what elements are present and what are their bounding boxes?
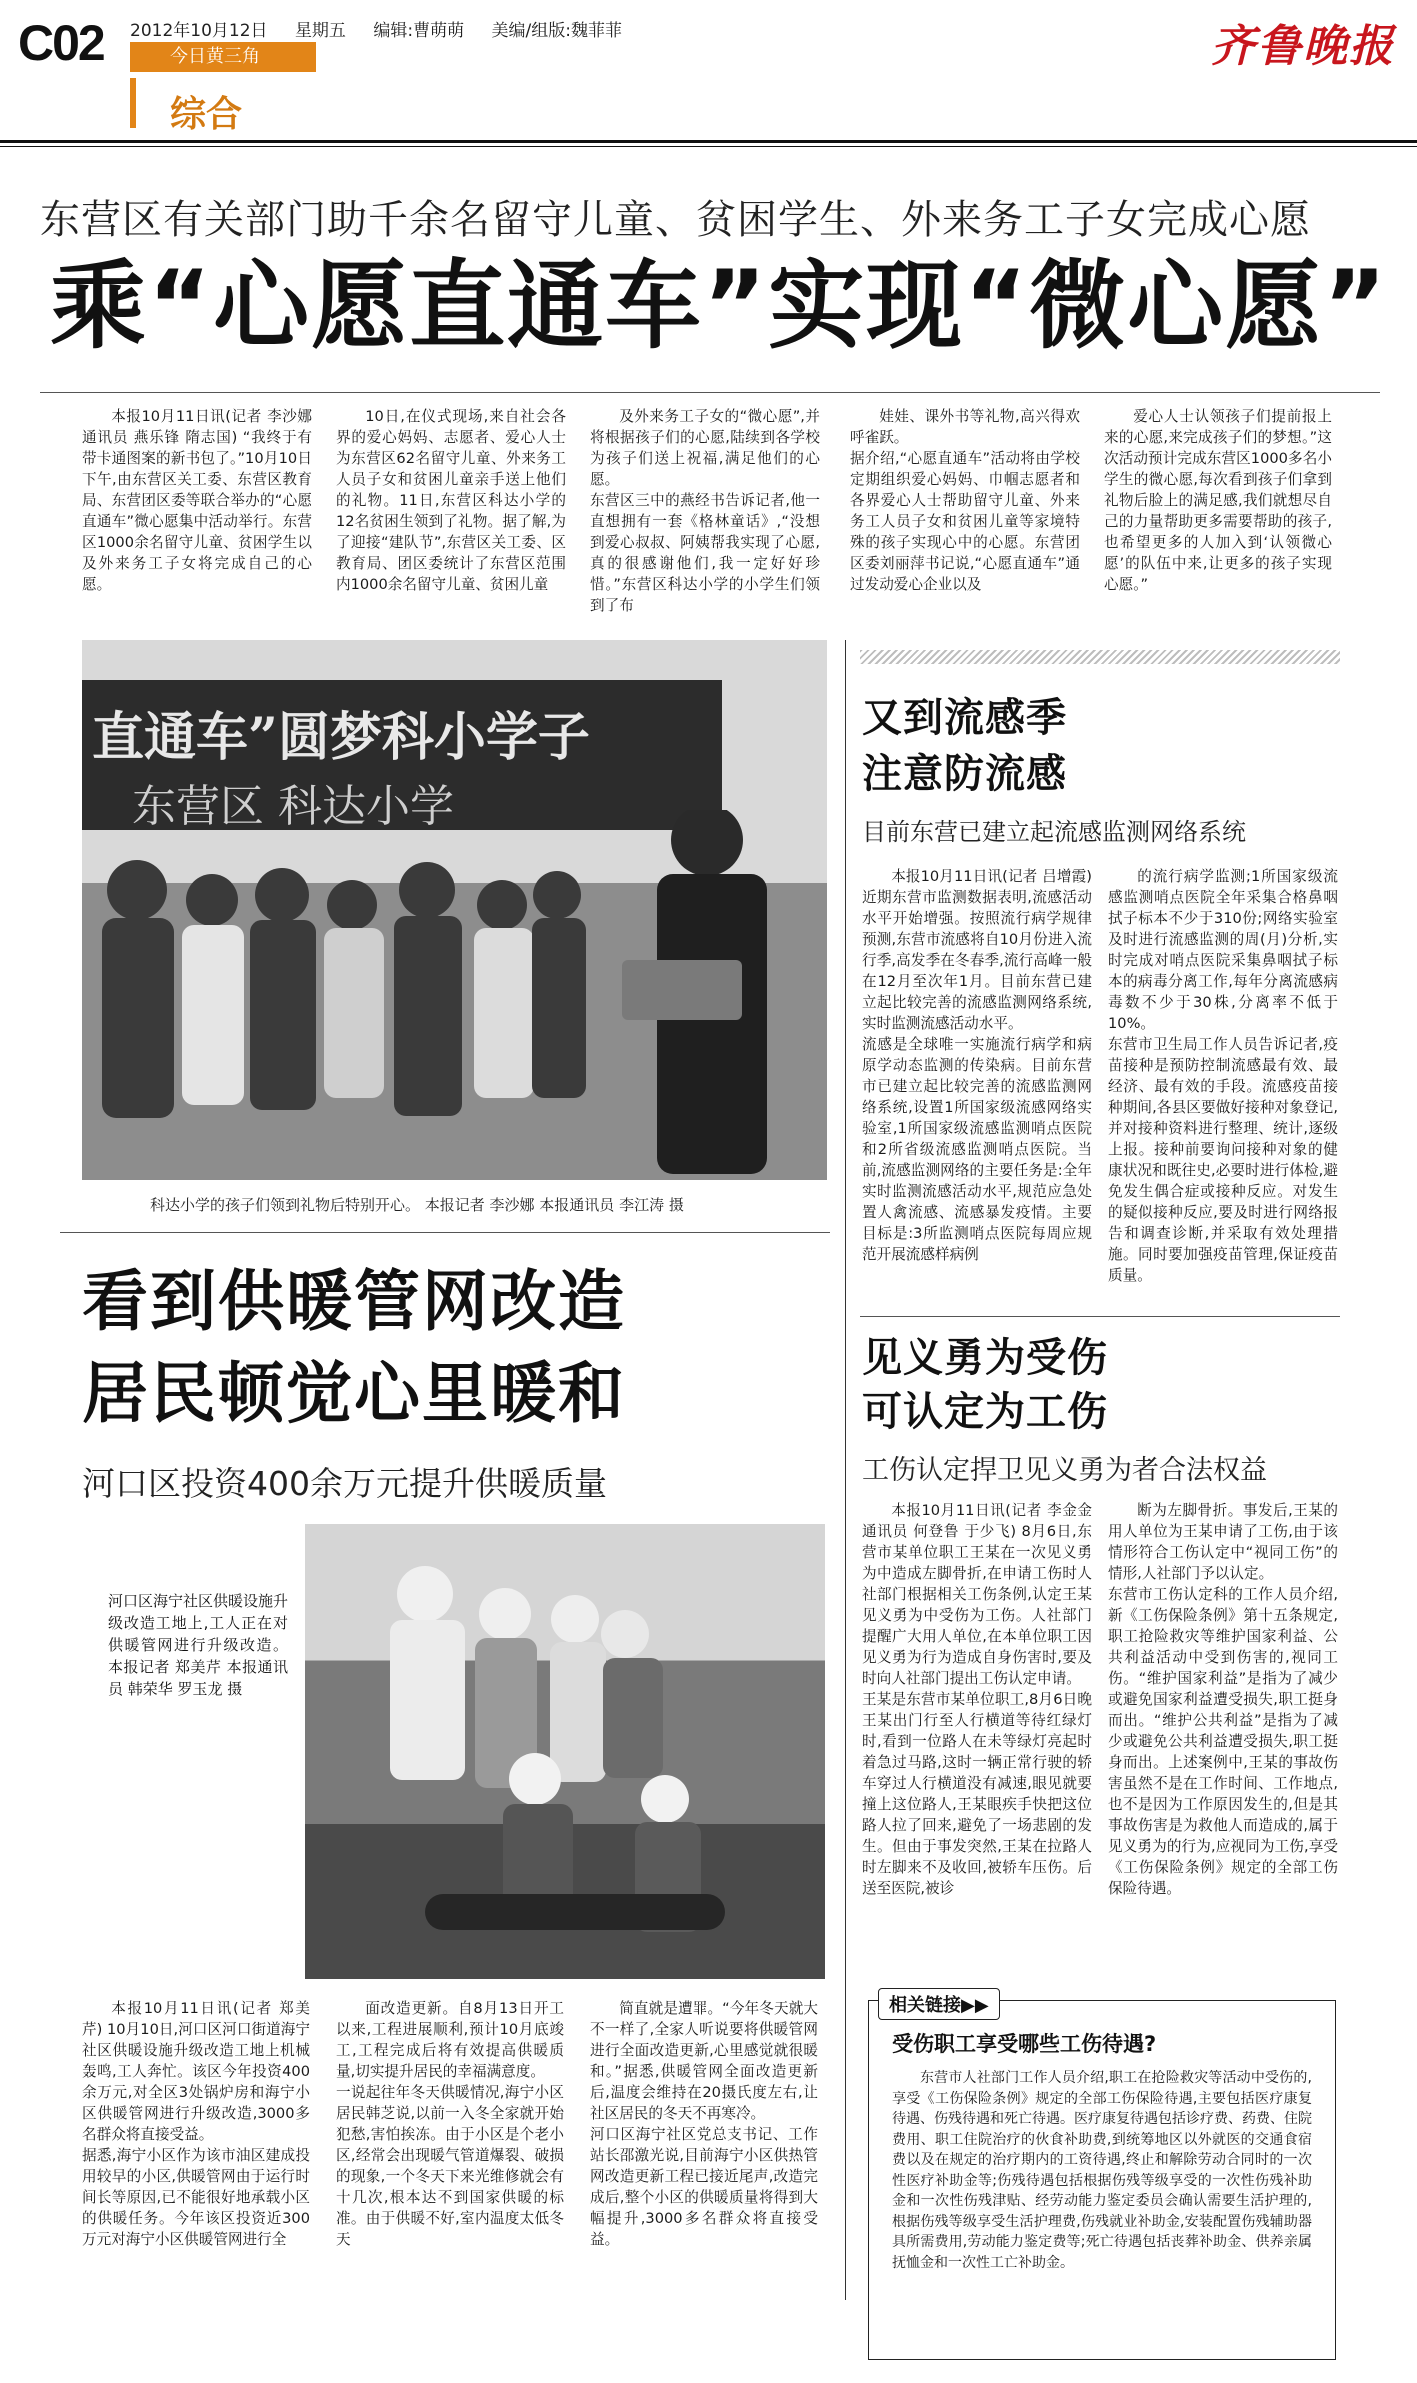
issue-date: 2012年10月12日 [130,21,268,41]
flu-headline-1: 又到流感季 [862,695,1067,741]
photo-banner-text: 直通车”圆梦科小学子 [92,707,590,768]
lead-column-1: 本报10月11日讯(记者 李沙娜 通讯员 燕乐锋 隋志国) “我终于有带卡通图案的新书包了。”10月10日下午,由东营区关工委、东营区教育局、东营团区委等联合举办的“心愿直通车”微心愿集中活动举行。东营区1000余名留守儿童、贫困学生以及外来务工子女将完成自己的心愿。 [82,408,312,593]
heating-column-2: 面改造更新。自8月13日开工以来,工程进展顺利,预计10月底竣工,工程完成后将有效提高供暖质量,切实提升居民的幸福满意度。 一说起往年冬天供暖情况,海宁小区居民韩芝说,以前一入冬全家就开始犯愁,害怕挨冻。由于小区是个老小区,经常会出现暖气管道爆裂、破损的现象,一个冬天下来光维修就会有十几次,根本达不到国家供暖的标准。由于供暖不好,室内温度太低冬天 [336,2000,564,2248]
column-tag: 今日黄三角 [130,42,316,72]
injury-divider [860,1316,1340,1317]
header-rule-thin [0,146,1417,147]
lead-headline: 乘“心愿直通车”实现“微心愿” [50,250,1389,362]
heating-headline-2: 居民顿觉心里暖和 [82,1355,626,1432]
heating-photo-caption: 河口区海宁社区供暖设施升级改造工地上,工人正在对供暖管网进行升级改造。 本报记者 郑美芹 本报通讯员 韩荣华 罗玉龙 摄 [108,1592,289,1698]
lead-column-3: 及外来务工子女的“微心愿”,并将根据孩子们的心愿,陆续到各学校为孩子们送上祝福,满足他们的心愿。 东营区三中的燕经书告诉记者,他一直想拥有一套《格林童话》,“没想到爱心叔叔、阿姨帮我实现了心愿,真的很感谢他们,我一定好好珍惜。”东营区科达小学的小学生们领到了布 [590,408,820,614]
section-title: 综合 [170,94,243,135]
photo-workers [305,1524,825,1979]
related-link-title: 受伤职工享受哪些工伤待遇? [892,2032,1157,2056]
page-meta [130,16,644,41]
photo-banner-text-2: 东营区 科达小学 [132,781,454,832]
flu-hatch-bar [860,650,1340,664]
lead-column-5: 爱心人士认领孩子们提前报上来的心愿,来完成孩子们的梦想。”这次活动预计完成东营区1000多名小学生的微心愿,每次看到孩子们拿到礼物后脸上的满足感,我们就想尽自己的力量帮助更多需要帮助的孩子,也希望更多的人加入到‘认领微心愿’的队伍中来,让更多的孩子实现心愿。” [1104,408,1332,593]
related-link-label: 相关链接▶▶ [878,1988,1000,2020]
heating-headline-1: 看到供暖管网改造 [82,1263,626,1340]
heating-deck: 河口区投资400余万元提升供暖质量 [82,1464,607,1503]
editor-credit: 编辑:曹萌萌 [373,21,465,41]
flu-deck: 目前东营已建立起流感监测网络系统 [862,818,1246,846]
flu-column-2: 的流行病学监测;1所国家级流感监测哨点医院全年采集合格鼻咽拭子标本不少于310份;网络实验室及时进行流感监测的周(月)分析,实时完成对哨点医院采集鼻咽拭子标本的病毒分离工作,每年分离流感病毒数不少于30株,分离率不低于10%。 东营市卫生局工作人员告诉记者,疫苗接种是预防控制流感最有效、最经济、最有效的手段。流感疫苗接种期间,各县区要做好接种对象登记,并对接种资料进行整理、统计,逐级上报。接种前要询问接种对象的健康状况和既往史,必要时进行体检,避免发生偶合症或接种反应。对发生的疑似接种反应,要及时进行网络报告和调查诊断,并采取有效处理措施。同时要加强疫苗管理,保证疫苗质量。 [1108,868,1338,1284]
lead-photo-caption: 科达小学的孩子们领到礼物后特别开心。 本报记者 李沙娜 本报通讯员 李江涛 摄 [150,1196,684,1214]
header-rule [0,140,1417,143]
lead-column-2: 10日,在仪式现场,来自社会各界的爱心妈妈、志愿者、爱心人士为东营区62名留守儿童、外来务工人员子女和贫困儿童亲手送上他们的礼物。11日,东营区科达小学的12名贫困生领到了礼物。据了解,为了迎接“建队节”,东营区关工委、区教育局、团区委统计了东营区范围内1000余名留守儿童、贫困儿童 [336,408,566,593]
heating-photo [305,1524,825,1979]
masthead-logo: 齐鲁晚报 [1211,21,1395,72]
lead-divider [40,392,1380,393]
injury-column-1: 本报10月11日讯(记者 李金金 通讯员 何登鲁 于少飞) 8月6日,东营市某单位职工王某在一次见义勇为中造成左脚骨折,在申请工伤时人社部门根据相关工伤条例,认定王某见义勇为中受伤为工伤。人社部门提醒广大用人单位,在本单位职工因见义勇为行为造成自身伤害时,要及时向人社部门提出工伤认定申请。 王某是东营市某单位职工,8月6日晚王某出门行至人行横道等待红绿灯时,看到一位路人在未等绿灯亮起时着急过马路,这时一辆正常行驶的轿车穿过人行横道没有减速,眼见就要撞上这位路人,王某眼疾手快把这位路人拉了回来,避免了一场悲剧的发生。但由于事发突然,王某在拉路人时左脚来不及收回,被轿车压伤。后送至医院,被诊 [862,1502,1092,1897]
injury-headline-2: 可认定为工伤 [862,1389,1108,1435]
heating-column-1: 本报10月11日讯(记者 郑美芹) 10月10日,河口区河口街道海宁社区供暖设施升级改造工地上机械轰鸣,工人奔忙。该区今年投资400余万元,对全区3处锅炉房和海宁小区供暖管网进行升级改造,3000多名群众将直接受益。 据悉,海宁小区作为该市油区建成投用较早的小区,供暖管网由于运行时间长等原因,已不能很好地承载小区的供暖任务。今年该区投资近300万元对海宁小区供暖管网进行全 [82,2000,310,2248]
injury-column-2: 断为左脚骨折。事发后,王某的用人单位为王某申请了工伤,由于该情形符合工伤认定中“视同工伤”的情形,人社部门予以认定。 东营市工伤认定科的工作人员介绍,新《工伤保险条例》第十五条规定,职工抢险救灾等维护国家利益、公共利益活动中受到伤害的,视同工伤。“维护国家利益”是指为了减少或避免国家利益遭受损失,职工挺身而出。“维护公共利益”是指为了减少或避免公共利益遭受损失,职工挺身而出。上述案例中,王某的事故伤害虽然不是在工作时间、工作地点,也不是因为工作原因发生的,但是其事故伤害是为救他人而造成的,属于见义勇为的行为,应视同为工伤,享受《工伤保险条例》规定的全部工伤保险待遇。 [1108,1502,1338,1897]
lead-kicker: 东营区有关部门助千余名留守儿童、贫困学生、外来务工子女完成心愿 [40,197,1311,243]
column-divider [845,640,846,2300]
related-link-text: 东营市人社部门工作人员介绍,职工在抢险救灾等活动中受伤的,享受《工伤保险条例》规定的全部工伤保险待遇,主要包括医疗康复待遇、伤残待遇和死亡待遇。医疗康复待遇包括诊疗费、药费、住院费用、职工住院治疗的伙食补助费,到统筹地区以外就医的交通食宿费以及在规定的治疗期内的工资待遇,终止和解除劳动合同时的一次性医疗补助金等;伤残待遇包括根据伤残等级享受的一次性伤残补助金和一次性伤残津贴、经劳动能力鉴定委员会确认需要生活护理的,根据伤残等级享受生活护理费,伤残就业补助金,安装配置伤残辅助器具所需费用,劳动能力鉴定费等;死亡待遇包括丧葬补助金、供养亲属抚恤金和一次性工亡补助金。 [892,2070,1312,2271]
photo-figures [82,810,827,1180]
flu-column-1: 本报10月11日讯(记者 吕增霞) 近期东营市监测数据表明,流感活动水平开始增强。按照流行病学规律预测,东营市流感将自10月份进入流行季,高发季在冬春季,流行高峰一般在12月至次年1月。目前东营已建立起比较完善的流感监测网络系统,实时监测流感活动水平。 流感是全球唯一实施流行病学和病原学动态监测的传染病。目前东营市已建立起比较完善的流感监测网络系统,设置1所国家级流感网络实验室,1所国家级流感监测哨点医院和2所省级流感监测哨点医院。当前,流感监测网络的主要任务是:全年实时监测流感活动水平,规范应急处置人禽流感、流感暴发疫情。主要目标是:3所监测哨点医院每周应规范开展流感样病例 [862,868,1092,1263]
section-marker [130,78,136,128]
heating-divider [60,1232,830,1233]
flu-headline-2: 注意防流感 [862,751,1067,797]
designer-credit: 美编/组版:魏菲菲 [491,21,622,41]
heating-column-3: 简直就是遭罪。“今年冬天就大不一样了,全家人听说要将供暖管网进行全面改造更新,心里感觉就很暖和。”据悉,供暖管网全面改造更新后,温度会维持在20摄氏度左右,让社区居民的冬天不再寒冷。 河口区海宁社区党总支书记、工作站长邵激光说,目前海宁小区供热管网改造更新工程已接近尾声,改造完成后,整个小区的供暖质量将得到大幅提升,3000多名群众将直接受益。 [590,2000,818,2248]
injury-headline-1: 见义勇为受伤 [862,1335,1108,1381]
lead-photo [82,640,827,1180]
page-number: C02 [18,15,104,71]
injury-deck: 工伤认定捍卫见义勇为者合法权益 [862,1455,1267,1486]
issue-weekday: 星期五 [294,21,346,41]
lead-column-4: 娃娃、课外书等礼物,高兴得欢呼雀跃。 据介绍,“心愿直通车”活动将由学校定期组织爱心妈妈、巾帼志愿者和各界爱心人士帮助留守儿童、外来务工人员子女和贫困儿童等家境特殊的孩子实现心中的心愿。东营团区委刘丽萍书记说,“心愿直通车”通过发动爱心企业以及 [850,408,1080,593]
